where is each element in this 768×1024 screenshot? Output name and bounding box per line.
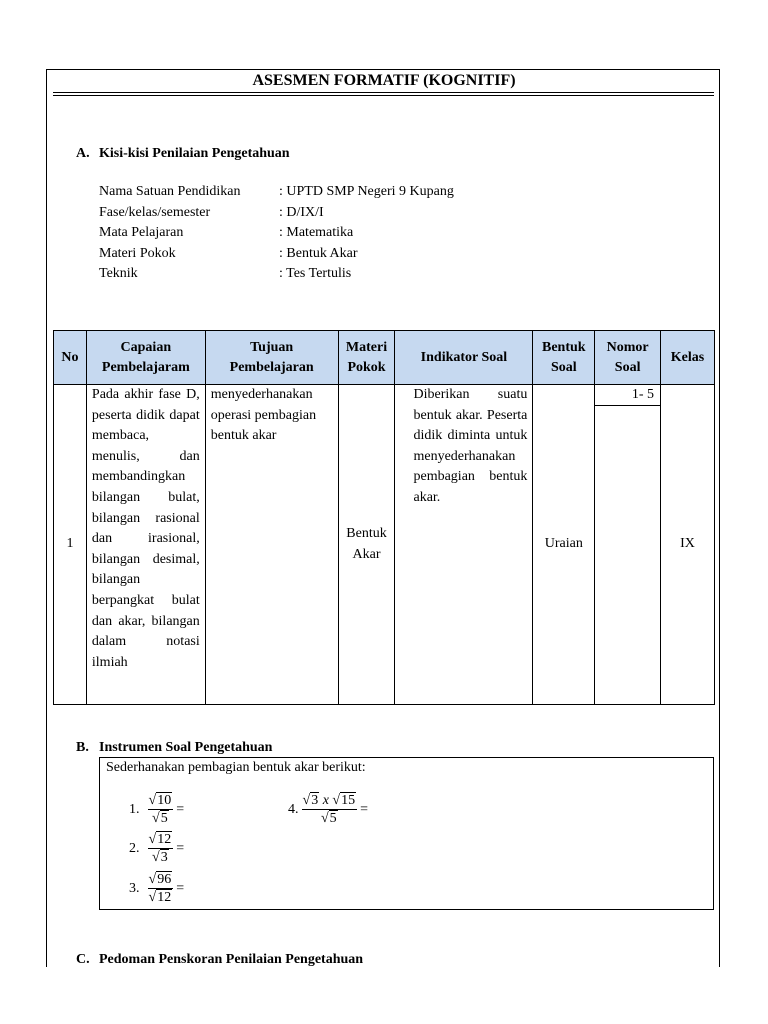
cell-materi: Bentuk Akar (338, 385, 395, 705)
cell-tujuan: menyederhanakan operasi pembagian bentuk akar (205, 385, 338, 705)
header-nomor: Nomor Soal (595, 331, 661, 385)
info-label: Materi Pokok (99, 245, 176, 261)
question-4: 4. $\frac{√3 x √15}{√5}$ = (288, 793, 368, 826)
table-row (54, 385, 715, 705)
kisi-table (53, 330, 715, 705)
section-b-heading (76, 740, 272, 756)
cell-no: 1 (54, 385, 87, 705)
nomor-value: 1- 5 (595, 385, 660, 406)
header-bentuk: Bentuk Soal (533, 331, 595, 385)
section-a-heading (76, 146, 290, 162)
header-tujuan: Tujuan Pembelajaran (205, 331, 338, 385)
question-1: 1. $\frac{√10}{√5}$ = (129, 793, 185, 826)
info-label: Mata Pelajaran (99, 225, 184, 240)
header-indikator: Indikator Soal (395, 331, 533, 385)
instrument-box (99, 757, 714, 910)
info-value: : Tes Tertulis (279, 266, 352, 281)
cell-indikator: Diberikan suatu bentuk akar. Peserta didik diminta untuk menyederhanakan pembagian bentuk akar. (395, 385, 533, 705)
section-b-letter: B. (76, 740, 89, 755)
title-rule-bottom (53, 95, 714, 96)
fraction: $\frac{√12}{√3}$ (148, 832, 172, 865)
question-2: 2. $\frac{√12}{√3}$ = (129, 832, 185, 865)
info-row (99, 223, 454, 244)
header-no: No (54, 331, 87, 385)
header-capaian: Capaian Pembelajaram (86, 331, 205, 385)
cell-bentuk: Uraian (533, 385, 595, 705)
section-c-heading (76, 952, 363, 968)
instrument-intro: Sederhanakan pembagian bentuk akar berikut: (106, 760, 366, 775)
info-value: : D/IX/I (279, 204, 324, 220)
info-row (99, 182, 454, 203)
info-row (99, 203, 454, 224)
header-materi: Materi Pokok (338, 331, 395, 385)
info-row (99, 244, 454, 265)
cell-capaian: Pada akhir fase D, peserta didik dapat membaca, menulis, dan membandingkan bilangan bulat, bilangan rasional dan irasional, bilangan desimal, bilangan berpangkat bulat dan akar, bilangan dalam notasi ilmiah (86, 385, 205, 705)
info-value: : UPTD SMP Negeri 9 Kupang (279, 184, 454, 199)
section-b-title: Instrumen Soal Pengetahuan (99, 740, 273, 755)
fraction: $\frac{√96}{√12}$ (148, 872, 172, 905)
header-kelas: Kelas (661, 331, 715, 385)
info-row (99, 264, 454, 285)
info-block (99, 182, 454, 285)
cell-kelas: IX (661, 385, 715, 705)
cell-nomor (595, 385, 661, 705)
fraction: $\frac{√3 x √15}{√5}$ (302, 793, 356, 826)
info-label: Fase/kelas/semester (99, 204, 211, 220)
section-a-letter: A. (76, 146, 90, 161)
title-rule-top (53, 92, 714, 93)
document-title: ASESMEN FORMATIF (KOGNITIF) (252, 72, 516, 89)
question-3: 3. $\frac{√96}{√12}$ = (129, 872, 185, 905)
info-label: Nama Satuan Pendidikan (99, 184, 241, 199)
fraction: $\frac{√10}{√5}$ (148, 793, 172, 826)
section-c-title: Pedoman Penskoran Penilaian Pengetahuan (99, 952, 364, 967)
section-a-title: Kisi-kisi Penilaian Pengetahuan (99, 146, 290, 161)
section-c-letter: C. (76, 952, 90, 967)
info-value: : Matematika (279, 225, 354, 240)
table-header-row (54, 331, 715, 385)
info-label: Teknik (99, 266, 138, 281)
info-value: : Bentuk Akar (279, 245, 358, 261)
